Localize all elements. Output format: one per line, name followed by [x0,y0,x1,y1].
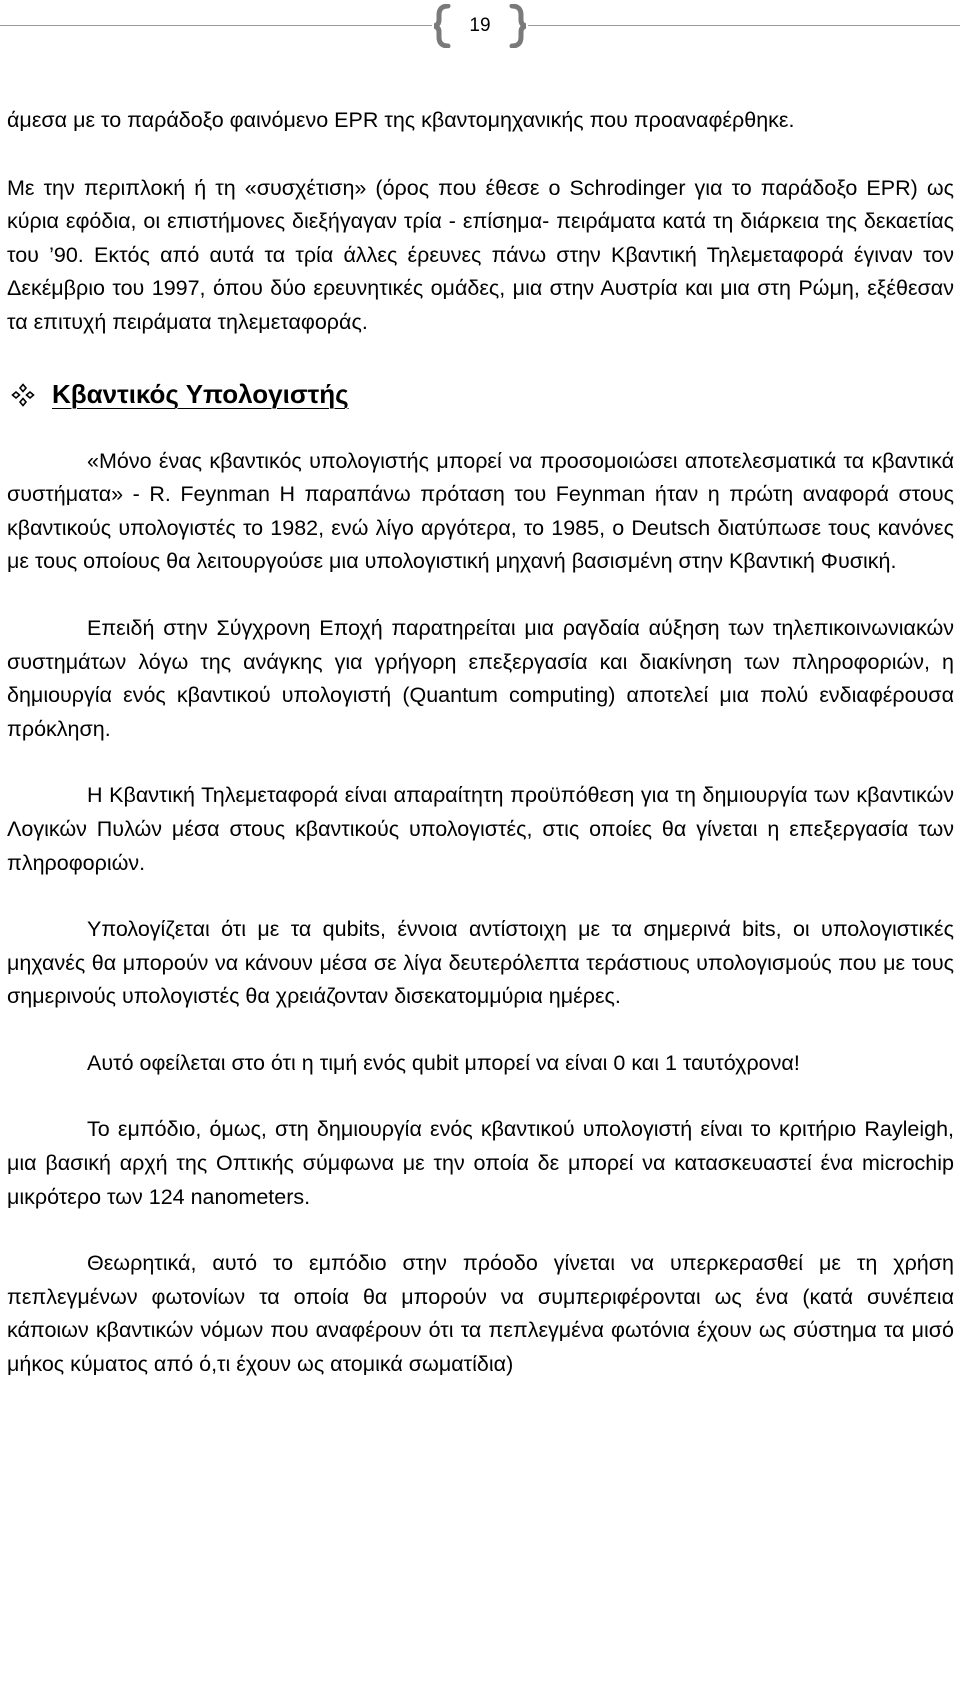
page-header [0,0,960,52]
diamond-bullet-icon [11,383,35,407]
page-number: 19 [469,15,491,36]
paragraph-epr-intro: άμεσα με το παράδοξο φαινόμενο EPR της κβαντομηχανικής που προαναφέρθηκε. [7,108,795,132]
paragraph-modern-era: Επειδή στην Σύγχρονη Εποχή παρατηρείται μια ραγδαία αύξηση των τηλεπικοινωνιακών συστημάτων λόγω της ανάγκης για γρήγορη επεξεργασία και διακίνηση των πληροφοριών, η δημιουργία ενός κβαντικού υπολογιστή (Quantum computing) αποτελεί μια πολύ ενδιαφέρουσα πρόκληση. [7,615,954,741]
paragraph-entangled-photons: Θεωρητικά, αυτό το εμπόδιο στην πρόοδο γίνεται να υπερκερασθεί με τη χρήση πεπλεγμένων φωτονίων τα οποία θα μπορούν να συμπεριφέρονται ως ένα (κατά συνέπεια κάποιων κβαντικών νόμων που αναφέρουν ότι τα πεπλεγμένα φωτόνια έχουν ως σύστημα τα μισό μήκος κύματος από ό,τι έχουν ως ατομικά σωματίδια) [7,1251,954,1377]
paragraph-qubits: Υπολογίζεται ότι με τα qubits, έννοια αντίστοιχη με τα σημερινά bits, οι υπολογιστικές μηχανές θα μπορούν να κάνουν μέσα σε λίγα δευτερόλεπτα τεράστιους υπολογισμούς που με τους σημερινούς υπολογιστές θα χρειάζονταν δισεκατομμύρια ημέρες. [7,917,954,1009]
header-rule-right [528,25,960,26]
document-body [7,104,954,1382]
page-number-brackets [434,4,526,48]
paragraph-qubit-value: Αυτό οφείλεται στο ότι η τιμή ενός qubit μπορεί να είναι 0 και 1 ταυτόχρονα! [87,1050,800,1075]
header-rule-left [0,25,432,26]
paragraph-teleportation-gates: Η Κβαντική Τηλεμεταφορά είναι απαραίτητη προϋπόθεση για τη δημιουργία των κβαντικών Λογικών Πυλών μέσα στους κβαντικούς υπολογιστές, στις οποίες θα γίνεται η επεξεργασία των πληροφοριών. [7,783,954,875]
paragraph-rayleigh: Το εμπόδιο, όμως, στη δημιουργία ενός κβαντικού υπολογιστή είναι το κριτήριο Rayleigh, μια βασική αρχή της Οπτικής σύμφωνα με την οποία δε μπορεί να κατασκευαστεί ένα microchip μικρότερο των 124 nanometers. [7,1117,954,1209]
section-heading-text: Κβαντικός Υπολογιστής [52,378,349,409]
section-heading [7,377,954,411]
paragraph-feynman-quote: «Μόνο ένας κβαντικός υπολογιστής μπορεί να προσομοιώσει αποτελεσματικά τα κβαντικά συστήματα» - R. Feynman Η παραπάνω πρόταση του Feynman ήταν η πρώτη αναφορά στους κβαντικούς υπολογιστές το 1982, ενώ λίγο αργότερα, το 1985, ο Deutsch διατύπωσε τους κανόνες με τους οποίους θα λειτουργούσε μια υπολογιστική μηχανή βασισμένη στην Κβαντική Φυσική. [7,448,954,574]
paragraph-entanglement-experiments: Με την περιπλοκή ή τη «συσχέτιση» (όρος που έθεσε ο Schrodinger για το παράδοξο EPR) ως κύρια εφόδια, οι επιστήμονες διεξήγαγαν τρία - επίσημα- πειράματα κατά τη διάρκεια της δεκαετίας του ’90. Εκτός από αυτά τα τρία άλλες έρευνες πάνω στην Κβαντική Τηλεμεταφορά έγιναν τον Δεκέμβριο του 1997, όπου δύο ερευνητικές ομάδες, μια στην Αυστρία και μια στη Ρώμη, εξέθεσαν τα επιτυχή πειράματα τηλεμεταφοράς. [7,175,954,334]
